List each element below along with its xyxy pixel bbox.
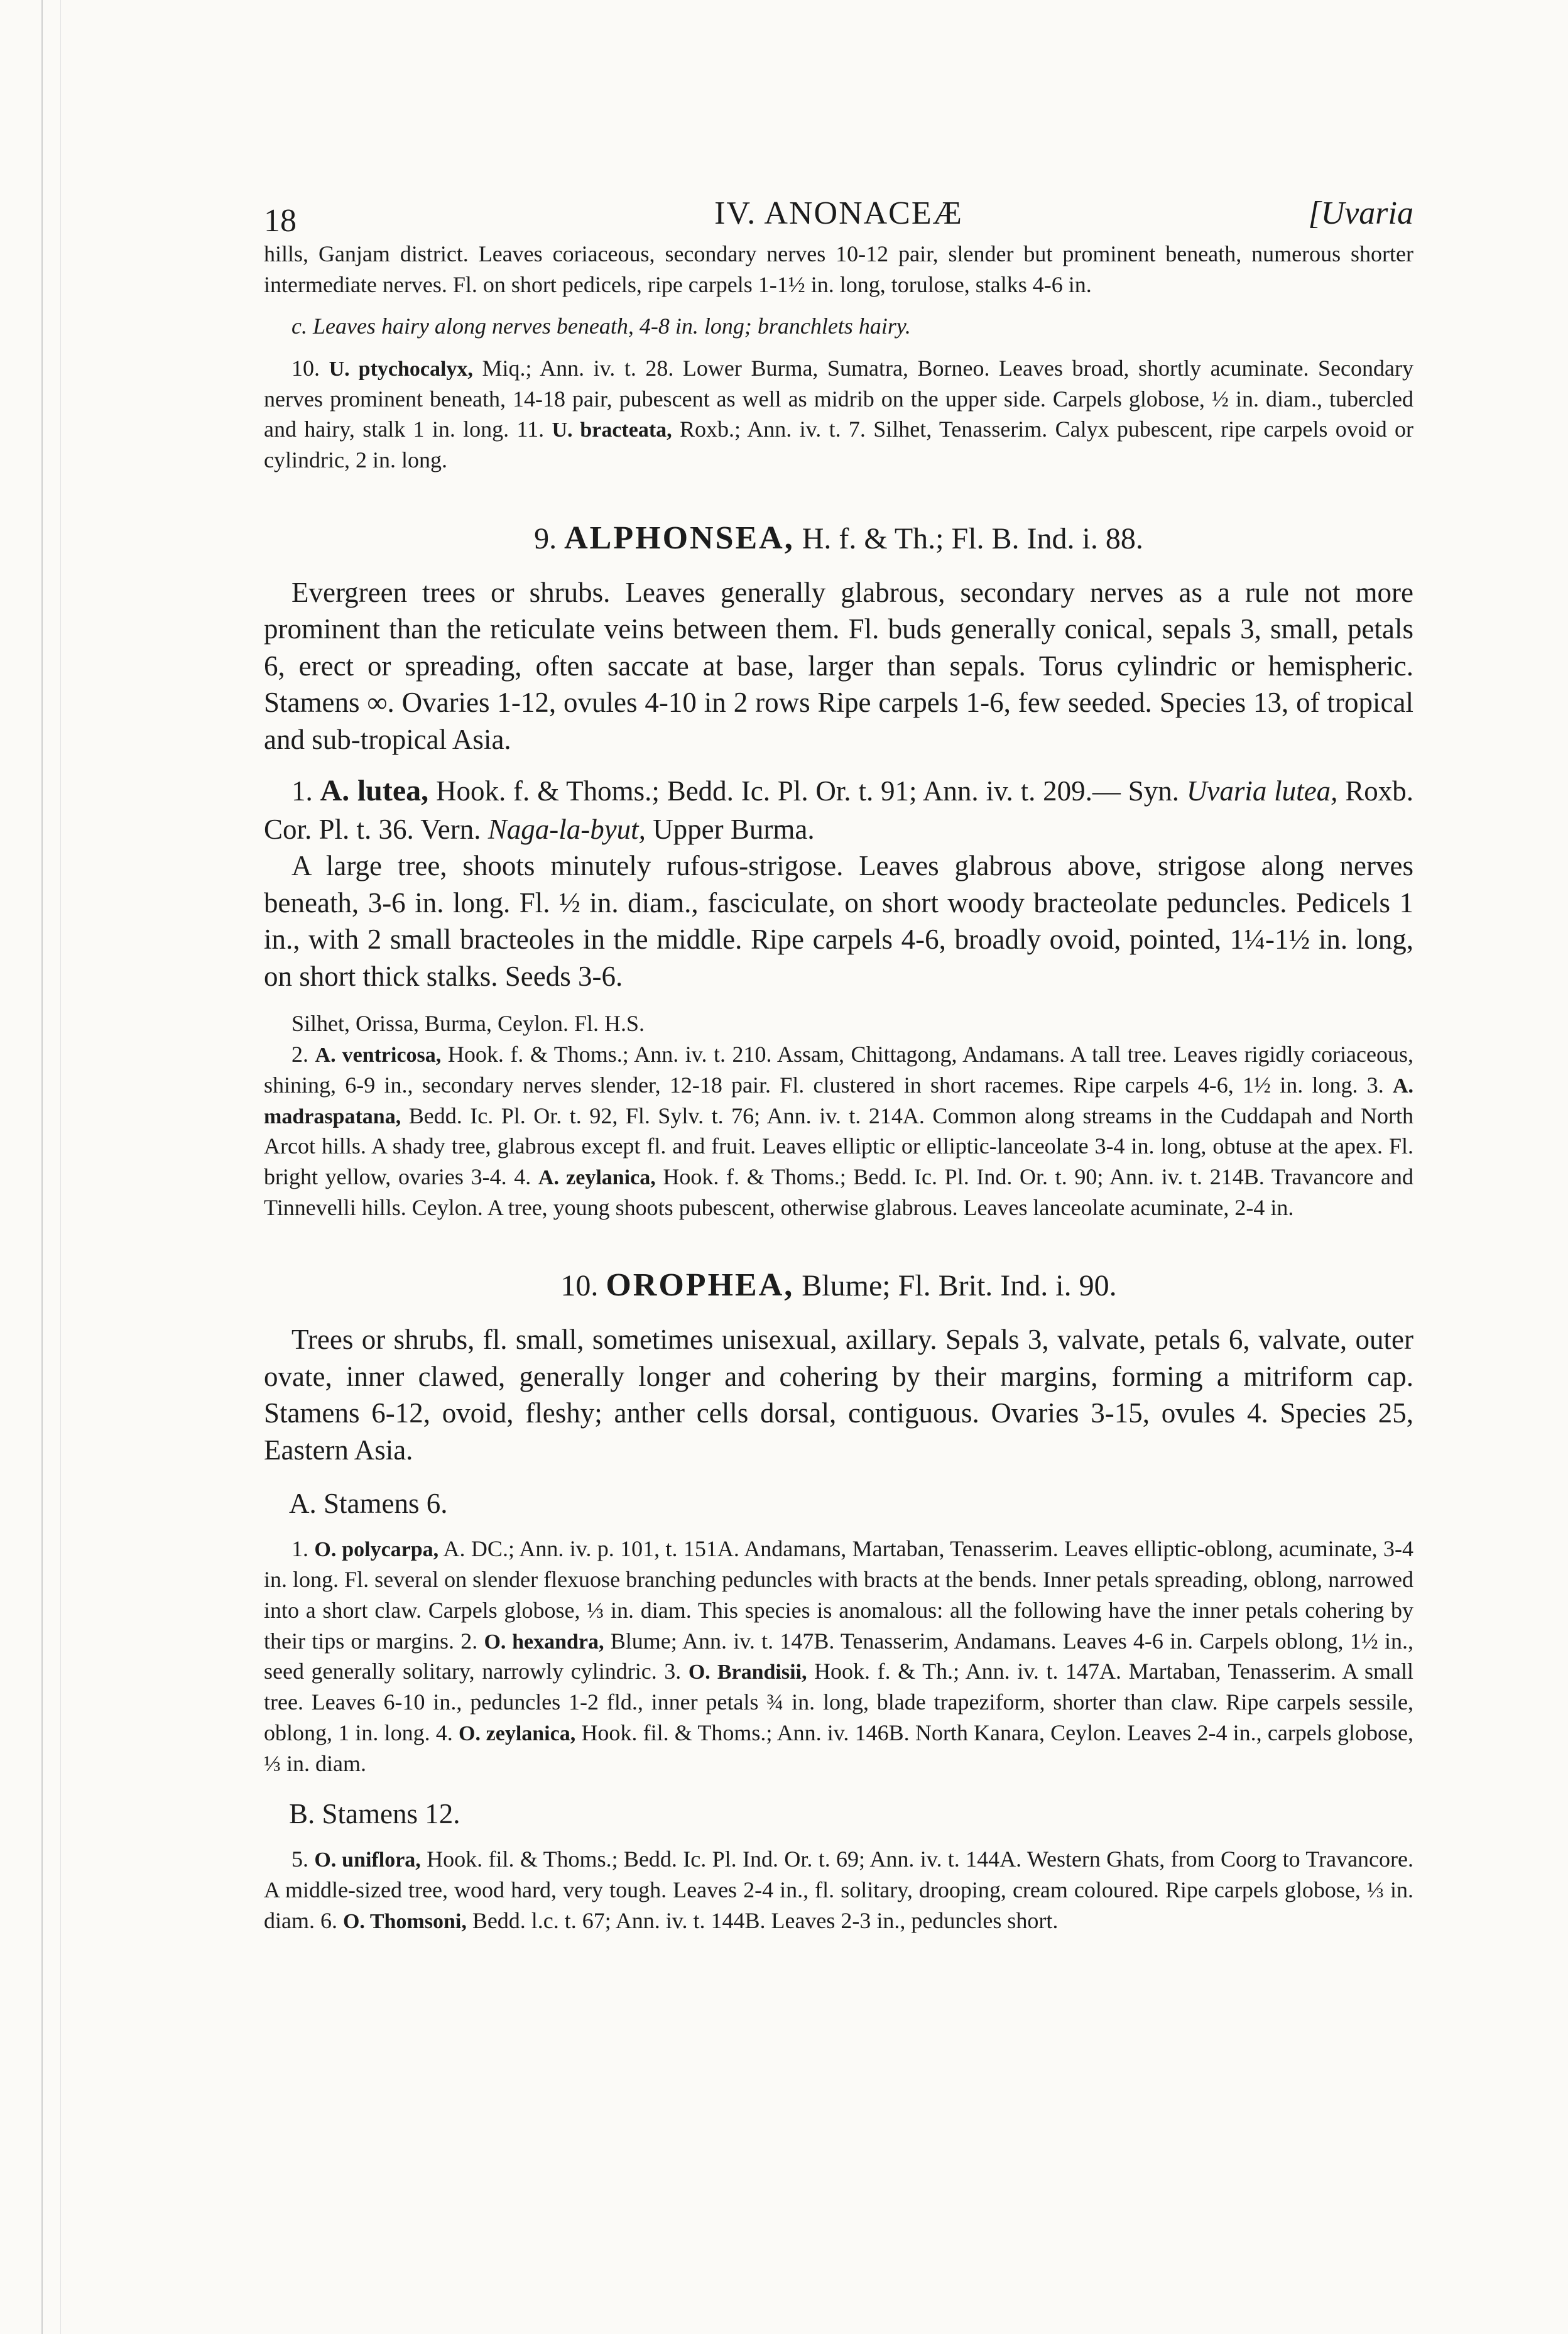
uvaria-subheading-c: c. Leaves hairy along nerves beneath, 4-8 in. long; branchlets hairy. — [291, 314, 911, 339]
alphonsea-lutea-citation: 1. A. lutea, Hook. f. & Thoms.; Bedd. Ic. Pl. Or. t. 91; Ann. iv. t. 209.— Syn. Uvaria lutea, Roxb. Cor. Pl. t. 36. Vern. Naga-la-byut, Upper Burma. — [264, 774, 1414, 845]
page-content — [264, 188, 1413, 1936]
uvaria-species-10-11: 10. U. ptychocalyx, Miq.; Ann. iv. t. 28. Lower Burma, Sumatra, Borneo. Leaves broad, shortly acuminate. Secondary nerves prominent beneath, 14-18 pair, pubescent as well as midrib on the upper side. Carpels globose, ½ in. diam., tubercled and hairy, stalk 1 in. long. 11. U. bracteata, Roxb.; Ann. iv. t. 7. Silhet, Tenasserim. Calyx pubescent, ripe carpels ovoid or cylindric, 2 in. long. — [264, 355, 1413, 473]
uvaria-continued-paragraph: hills, Ganjam district. Leaves coriaceous, secondary nerves 10-12 pair, slender but prominent beneath, numerous shorter intermediate nerves. Fl. on short pedicels, ripe carpels 1-1½ in. long, torulose, stalks 4-6 in. — [264, 241, 1413, 297]
running-head-genus: [Uvaria — [1308, 195, 1413, 231]
orophea-section-b-species: 5. O. uniflora, Hook. fil. & Thoms.; Bedd. Ic. Pl. Ind. Or. t. 69; Ann. iv. t. 144A. Western Ghats, from Coorg to Travancore. A middle-sized tree, wood hard, very tough. Leaves 2-4 in., fl. solitary, drooping, cream coloured. Ripe carpels globose, ⅓ in. diam. 6. O. Thomsoni, Bedd. l.c. t. 67; Ann. iv. t. 144B. Leaves 2-3 in., peduncles short. — [264, 1846, 1413, 1933]
page-edge-inner — [60, 0, 61, 2334]
orophea-description: Trees or shrubs, fl. small, sometimes unisexual, axillary. Sepals 3, valvate, petals 6, valvate, outer ovate, inner clawed, generally longer and cohering by their margins, forming a mitriform cap. Stamens 6-12, ovoid, fleshy; anther cells dorsal, contiguous. Ovaries 3-15, ovules 4. Species 25, Eastern Asia. — [264, 1324, 1413, 1466]
alphonsea-description: Evergreen trees or shrubs. Leaves generally glabrous, secondary nerves as a rule not more prominent than the reticulate veins between them. Fl. buds generally conical, sepals 3, small, petals 6, erect or spreading, often saccate at base, larger than sepals. Torus cylindric or hemispheric. Stamens ∞. Ovaries 1-12, ovules 4-10 in 2 rows Ripe carpels 1-6, few seeded. Species 13, of tropical and sub-tropical Asia. — [264, 576, 1413, 755]
alphonsea-lutea-description: A large tree, shoots minutely rufous-strigose. Leaves glabrous above, strigose along nerves beneath, 3-6 in. long. Fl. ½ in. diam., fasciculate, on short woody bracteolate peduncles. Pedicels 1 in., with 2 small bracteoles in the middle. Ripe carpels 4-6, broadly ovoid, pointed, 1¼-1½ in. long, on short thick stalks. Seeds 3-6. — [264, 850, 1413, 992]
alphonsea-other-species: 2. A. ventricosa, Hook. f. & Thoms.; Ann. iv. t. 210. Assam, Chittagong, Andamans. A tall tree. Leaves rigidly coriaceous, shining, 6-9 in., secondary nerves slender, 12-18 pair. Fl. clustered in short racemes. Ripe carpels 4-6, 1½ in. long. 3. A. madraspatana, Bedd. Ic. Pl. Or. t. 92, Fl. Sylv. t. 76; Ann. iv. t. 214A. Common along streams in the Cuddapah and North Arcot hills. A shady tree, glabrous except fl. and fruit. Leaves elliptic or elliptic-lanceolate 3-4 in. long, obtuse at the apex. Fl. bright yellow, ovaries 3-4. 4. A. zeylanica, Hook. f. & Thoms.; Bedd. Ic. Pl. Ind. Or. t. 90; Ann. iv. t. 214B. Travancore and Tinnevelli hills. Ceylon. A tree, young shoots pubescent, otherwise glabrous. Leaves lanceolate acuminate, 2-4 in. — [264, 1041, 1413, 1220]
orophea-section-b: B. Stamens 12. — [289, 1798, 460, 1830]
genus-heading-alphonsea: 9. ALPHONSEA, H. f. & Th.; Fl. B. Ind. i. 88. — [534, 520, 1143, 556]
species-name-bracteata: U. bracteata, — [552, 418, 672, 442]
page-number: 18 — [264, 203, 297, 239]
running-head-title: IV. ANONACEÆ — [714, 195, 963, 231]
genus-heading-orophea: 10. OROPHEA, Blume; Fl. Brit. Ind. i. 90. — [560, 1267, 1117, 1304]
alphonsea-lutea-distribution: Silhet, Orissa, Burma, Ceylon. Fl. H.S. — [291, 1011, 645, 1037]
orophea-section-a: A. Stamens 6. — [289, 1488, 448, 1520]
orophea-section-a-species: 1. O. polycarpa, A. DC.; Ann. iv. p. 101, t. 151A. Andamans, Martaban, Tenasserim. Leaves elliptic-oblong, acuminate, 3-4 in. long. Fl. several on slender flexuose branching peduncles with bracts at the bends. Inner petals spreading, oblong, narrowed into a short claw. Carpels globose, ⅓ in. diam. This species is anomalous: all the following have the inner petals cohering by their tips or margins. 2. O. hexandra, Blume; Ann. iv. t. 147B. Tenasserim, Andamans. Leaves 4-6 in. Carpels oblong, 1½ in., seed generally solitary, narrowly cylindric. 3. O. Brandisii, Hook. f. & Th.; Ann. iv. t. 147A. Martaban, Tenasserim. A small tree. Leaves 6-10 in., peduncles 1-2 fld., inner petals ¾ in. long, blade trapeziform, shorter than claw. Ripe carpels sessile, oblong, 1 in. long. 4. O. zeylanica, Hook. fil. & Thoms.; Ann. iv. 146B. North Kanara, Ceylon. Leaves 2-4 in., carpels globose, ⅓ in. diam. — [264, 1536, 1414, 1776]
species-name-ptychocalyx: U. ptychocalyx, — [329, 357, 473, 381]
running-head — [264, 188, 1413, 239]
page-edge — [41, 0, 43, 2334]
